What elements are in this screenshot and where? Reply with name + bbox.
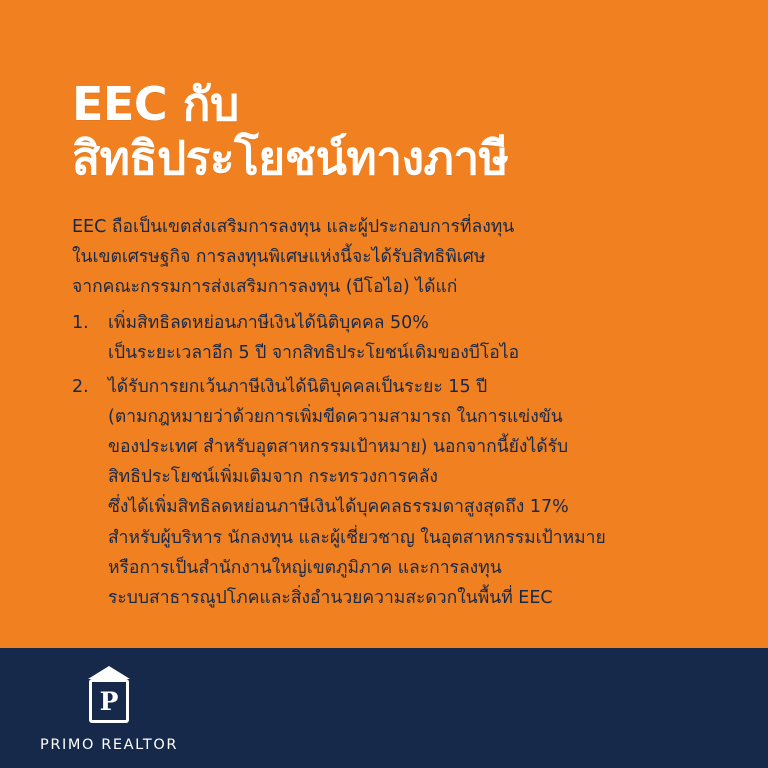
intro-line-1: EEC ถือเป็นเขตส่งเสริมการลงทุน และผู้ประกอบการที่ลงทุน bbox=[72, 216, 515, 237]
logo-letter: P bbox=[99, 686, 119, 716]
list-item-line: เพิ่มสิทธิลดหย่อนภาษีเงินได้นิติบุคคล 50% bbox=[108, 312, 429, 333]
list-item-number: 2. bbox=[72, 377, 89, 398]
house-logo-icon bbox=[74, 664, 144, 726]
list-item-number: 1. bbox=[72, 312, 89, 333]
list-item-line: (ตามกฎหมายว่าด้วยการเพิ่มขีดความสามารถ ในการแข่งขัน bbox=[108, 407, 563, 428]
list-item-line: สิทธิประโยชน์เพิ่มเติมจาก กระทรวงการคลัง bbox=[108, 467, 438, 488]
title-line-1: EEC กับ bbox=[72, 77, 239, 131]
logo-frame-icon bbox=[89, 679, 129, 723]
body-text bbox=[72, 212, 704, 613]
benefits-list bbox=[72, 308, 704, 613]
list-item bbox=[72, 308, 704, 368]
list-item-line: สำหรับผู้บริหาร นักลงทุน และผู้เชี่ยวชาญ ในอุตสาหกรรมเป้าหมาย bbox=[108, 527, 606, 548]
list-item-line: ซึ่งได้เพิ่มสิทธิลดหย่อนภาษีเงินได้บุคคลธรรมดาสูงสุดถึง 17% bbox=[108, 497, 569, 518]
list-item-line: เป็นระยะเวลาอีก 5 ปี จากสิทธิประโยชน์เดิมของบีโอไอ bbox=[108, 343, 520, 363]
intro-line-2: ในเขตเศรษฐกิจ การลงทุนพิเศษแห่งนี้จะได้รับสิทธิพิเศษ bbox=[72, 246, 486, 267]
list-item bbox=[72, 372, 704, 613]
brand-logo bbox=[40, 664, 178, 753]
page-title bbox=[72, 78, 704, 186]
list-item-line: ระบบสาธารณูปโภคและสิ่งอำนวยความสะดวกในพื้นที่ EEC bbox=[108, 587, 553, 608]
list-item-line: ของประเทศ สำหรับอุตสาหกรรมเป้าหมาย) นอกจากนี้ยังได้รับ bbox=[108, 437, 569, 458]
footer-bar bbox=[0, 648, 768, 768]
intro-line-3: จากคณะกรรมการส่งเสริมการลงทุน (บีโอไอ) ได้แก่ bbox=[72, 276, 458, 297]
list-item-line: หรือการเป็นสำนักงานใหญ่เขตภูมิภาค และการลงทุน bbox=[108, 557, 502, 578]
list-item-line: ได้รับการยกเว้นภาษีเงินได้นิติบุคคลเป็นระยะ 15 ปี bbox=[108, 377, 488, 398]
brand-name: PRIMO REALTOR bbox=[40, 736, 179, 753]
roof-shape-icon bbox=[88, 666, 130, 679]
title-line-2: สิทธิประโยชน์ทางภาษี bbox=[72, 130, 509, 185]
intro-paragraph bbox=[72, 212, 704, 302]
